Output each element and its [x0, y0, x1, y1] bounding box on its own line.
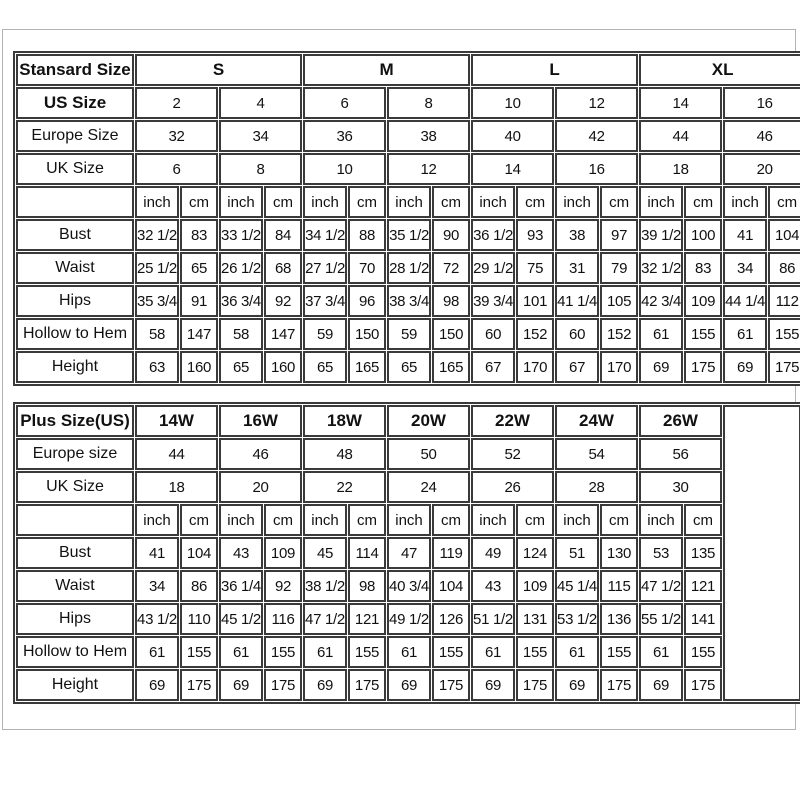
unit-header-row	[16, 504, 800, 536]
measurement-value-cell: 141	[684, 603, 722, 635]
size-value-cell: 20	[219, 471, 302, 503]
size-value-cell: 28	[555, 471, 638, 503]
size-value-cell: 36	[303, 120, 386, 152]
measurement-value-cell: 90	[432, 219, 470, 251]
measurement-value-cell: 68	[264, 252, 302, 284]
size-value-cell: 44	[639, 120, 722, 152]
cm-unit-cell: cm	[684, 504, 722, 536]
measurement-value-cell: 45	[303, 537, 347, 569]
row-label: Height	[16, 669, 134, 701]
measurement-value-cell: 67	[555, 351, 599, 383]
measurement-value-cell: 69	[387, 669, 431, 701]
measurement-value-cell: 104	[180, 537, 218, 569]
size-group-cell: M	[303, 54, 470, 86]
measurement-value-cell: 93	[516, 219, 554, 251]
measurement-row	[16, 219, 800, 251]
measurement-value-cell: 83	[180, 219, 218, 251]
measurement-value-cell: 69	[639, 351, 683, 383]
measurement-value-cell: 92	[264, 570, 302, 602]
measurement-value-cell: 43	[219, 537, 263, 569]
unit-row-blank-label	[16, 186, 134, 218]
measurement-value-cell: 116	[264, 603, 302, 635]
measurement-value-cell: 69	[555, 669, 599, 701]
inch-unit-cell: inch	[471, 186, 515, 218]
row-label: Waist	[16, 252, 134, 284]
unit-header-row	[16, 186, 800, 218]
measurement-value-cell: 61	[135, 636, 179, 668]
measurement-value-cell: 72	[432, 252, 470, 284]
conversion-row	[16, 438, 800, 470]
measurement-value-cell: 44 1/4	[723, 285, 767, 317]
measurement-row	[16, 537, 800, 569]
measurement-value-cell: 160	[264, 351, 302, 383]
size-value-cell: 38	[387, 120, 470, 152]
size-value-cell: 2	[135, 87, 218, 119]
measurement-value-cell: 70	[348, 252, 386, 284]
inch-unit-cell: inch	[387, 504, 431, 536]
measurement-value-cell: 83	[684, 252, 722, 284]
size-value-cell: 12	[555, 87, 638, 119]
measurement-value-cell: 175	[684, 669, 722, 701]
size-value-cell: 10	[471, 87, 554, 119]
measurement-value-cell: 126	[432, 603, 470, 635]
standard_table-body	[16, 54, 800, 383]
measurement-value-cell: 130	[600, 537, 638, 569]
measurement-value-cell: 59	[303, 318, 347, 350]
measurement-value-cell: 155	[516, 636, 554, 668]
row-label: UK Size	[16, 153, 134, 185]
measurement-value-cell: 121	[348, 603, 386, 635]
table-title-cell: Plus Size(US)	[16, 405, 134, 437]
unit-row-blank-label	[16, 504, 134, 536]
measurement-value-cell: 67	[471, 351, 515, 383]
measurement-value-cell: 34	[723, 252, 767, 284]
row-label: US Size	[16, 87, 134, 119]
measurement-value-cell: 119	[432, 537, 470, 569]
row-label: Hips	[16, 603, 134, 635]
measurement-value-cell: 39 3/4	[471, 285, 515, 317]
measurement-value-cell: 28 1/2	[387, 252, 431, 284]
table-title-cell: Stansard Size	[16, 54, 134, 86]
measurement-value-cell: 175	[768, 351, 800, 383]
measurement-value-cell: 91	[180, 285, 218, 317]
cm-unit-cell: cm	[600, 186, 638, 218]
measurement-value-cell: 79	[600, 252, 638, 284]
measurement-row	[16, 603, 800, 635]
measurement-value-cell: 41 1/4	[555, 285, 599, 317]
measurement-value-cell: 32 1/2	[639, 252, 683, 284]
measurement-value-cell: 98	[348, 570, 386, 602]
size-group-header-row	[16, 405, 800, 437]
measurement-value-cell: 41	[723, 219, 767, 251]
measurement-value-cell: 51	[555, 537, 599, 569]
conversion-row	[16, 153, 800, 185]
size-group-cell: 18W	[303, 405, 386, 437]
measurement-value-cell: 38 1/2	[303, 570, 347, 602]
size-value-cell: 26	[471, 471, 554, 503]
size-value-cell: 44	[135, 438, 218, 470]
size-value-cell: 18	[639, 153, 722, 185]
measurement-row	[16, 351, 800, 383]
measurement-value-cell: 47 1/2	[639, 570, 683, 602]
size-value-cell: 22	[303, 471, 386, 503]
cm-unit-cell: cm	[264, 504, 302, 536]
measurement-value-cell: 61	[555, 636, 599, 668]
size-value-cell: 8	[219, 153, 302, 185]
measurement-value-cell: 152	[516, 318, 554, 350]
measurement-value-cell: 60	[555, 318, 599, 350]
size-value-cell: 50	[387, 438, 470, 470]
inch-unit-cell: inch	[219, 504, 263, 536]
measurement-value-cell: 150	[348, 318, 386, 350]
measurement-value-cell: 88	[348, 219, 386, 251]
measurement-value-cell: 61	[303, 636, 347, 668]
measurement-value-cell: 37 3/4	[303, 285, 347, 317]
measurement-value-cell: 136	[600, 603, 638, 635]
plus-size-table	[13, 402, 800, 704]
size-value-cell: 8	[387, 87, 470, 119]
size-group-header-row	[16, 54, 800, 86]
measurement-row	[16, 570, 800, 602]
measurement-value-cell: 60	[471, 318, 515, 350]
size-value-cell: 14	[639, 87, 722, 119]
measurement-value-cell: 47 1/2	[303, 603, 347, 635]
size-value-cell: 4	[219, 87, 302, 119]
measurement-value-cell: 104	[432, 570, 470, 602]
empty-trailing-cell	[723, 405, 800, 701]
cm-unit-cell: cm	[348, 504, 386, 536]
measurement-value-cell: 33 1/2	[219, 219, 263, 251]
size-group-cell: 16W	[219, 405, 302, 437]
row-label: Europe size	[16, 438, 134, 470]
measurement-value-cell: 175	[180, 669, 218, 701]
measurement-value-cell: 65	[303, 351, 347, 383]
cm-unit-cell: cm	[180, 186, 218, 218]
measurement-value-cell: 26 1/2	[219, 252, 263, 284]
inch-unit-cell: inch	[303, 504, 347, 536]
measurement-row	[16, 252, 800, 284]
measurement-row	[16, 669, 800, 701]
measurement-value-cell: 114	[348, 537, 386, 569]
size-value-cell: 46	[723, 120, 800, 152]
inch-unit-cell: inch	[639, 186, 683, 218]
measurement-value-cell: 92	[264, 285, 302, 317]
row-label: Hips	[16, 285, 134, 317]
measurement-value-cell: 40 3/4	[387, 570, 431, 602]
size-group-cell: 24W	[555, 405, 638, 437]
measurement-value-cell: 61	[723, 318, 767, 350]
measurement-value-cell: 152	[600, 318, 638, 350]
measurement-value-cell: 115	[600, 570, 638, 602]
measurement-value-cell: 43	[471, 570, 515, 602]
measurement-value-cell: 58	[219, 318, 263, 350]
cm-unit-cell: cm	[684, 186, 722, 218]
measurement-value-cell: 41	[135, 537, 179, 569]
measurement-row	[16, 636, 800, 668]
measurement-value-cell: 98	[432, 285, 470, 317]
measurement-value-cell: 155	[180, 636, 218, 668]
measurement-value-cell: 75	[516, 252, 554, 284]
cm-unit-cell: cm	[768, 186, 800, 218]
measurement-value-cell: 38 3/4	[387, 285, 431, 317]
size-group-cell: 26W	[639, 405, 722, 437]
size-value-cell: 14	[471, 153, 554, 185]
measurement-value-cell: 104	[768, 219, 800, 251]
measurement-value-cell: 43 1/2	[135, 603, 179, 635]
size-value-cell: 12	[387, 153, 470, 185]
size-group-cell: 14W	[135, 405, 218, 437]
measurement-value-cell: 147	[264, 318, 302, 350]
conversion-row	[16, 87, 800, 119]
measurement-value-cell: 175	[684, 351, 722, 383]
conversion-row	[16, 471, 800, 503]
cm-unit-cell: cm	[516, 504, 554, 536]
measurement-value-cell: 51 1/2	[471, 603, 515, 635]
measurement-value-cell: 39 1/2	[639, 219, 683, 251]
measurement-value-cell: 175	[432, 669, 470, 701]
inch-unit-cell: inch	[387, 186, 431, 218]
cm-unit-cell: cm	[516, 186, 554, 218]
row-label: Hollow to Hem	[16, 636, 134, 668]
measurement-value-cell: 53	[639, 537, 683, 569]
measurement-value-cell: 35 1/2	[387, 219, 431, 251]
size-value-cell: 18	[135, 471, 218, 503]
size-value-cell: 34	[219, 120, 302, 152]
measurement-value-cell: 45 1/2	[219, 603, 263, 635]
row-label: Europe Size	[16, 120, 134, 152]
size-value-cell: 16	[723, 87, 800, 119]
size-value-cell: 48	[303, 438, 386, 470]
measurement-value-cell: 45 1/4	[555, 570, 599, 602]
standard-size-table	[13, 51, 800, 386]
measurement-value-cell: 36 1/2	[471, 219, 515, 251]
measurement-value-cell: 69	[135, 669, 179, 701]
size-value-cell: 30	[639, 471, 722, 503]
inch-unit-cell: inch	[135, 186, 179, 218]
measurement-value-cell: 170	[516, 351, 554, 383]
measurement-value-cell: 101	[516, 285, 554, 317]
row-label: Bust	[16, 219, 134, 251]
measurement-row	[16, 285, 800, 317]
measurement-value-cell: 121	[684, 570, 722, 602]
measurement-value-cell: 84	[264, 219, 302, 251]
measurement-value-cell: 86	[180, 570, 218, 602]
measurement-value-cell: 61	[219, 636, 263, 668]
measurement-value-cell: 53 1/2	[555, 603, 599, 635]
size-value-cell: 32	[135, 120, 218, 152]
measurement-value-cell: 69	[219, 669, 263, 701]
measurement-value-cell: 55 1/2	[639, 603, 683, 635]
measurement-value-cell: 61	[471, 636, 515, 668]
measurement-value-cell: 110	[180, 603, 218, 635]
size-value-cell: 10	[303, 153, 386, 185]
measurement-value-cell: 155	[348, 636, 386, 668]
row-label: Bust	[16, 537, 134, 569]
measurement-value-cell: 63	[135, 351, 179, 383]
measurement-value-cell: 155	[684, 636, 722, 668]
cm-unit-cell: cm	[600, 504, 638, 536]
measurement-value-cell: 165	[432, 351, 470, 383]
measurement-value-cell: 97	[600, 219, 638, 251]
row-label: Waist	[16, 570, 134, 602]
inch-unit-cell: inch	[303, 186, 347, 218]
row-label: Height	[16, 351, 134, 383]
measurement-value-cell: 105	[600, 285, 638, 317]
inch-unit-cell: inch	[555, 504, 599, 536]
measurement-value-cell: 34	[135, 570, 179, 602]
size-value-cell: 56	[639, 438, 722, 470]
size-group-cell: L	[471, 54, 638, 86]
measurement-value-cell: 25 1/2	[135, 252, 179, 284]
measurement-value-cell: 69	[303, 669, 347, 701]
measurement-value-cell: 42 3/4	[639, 285, 683, 317]
measurement-value-cell: 49	[471, 537, 515, 569]
cm-unit-cell: cm	[348, 186, 386, 218]
size-value-cell: 16	[555, 153, 638, 185]
measurement-value-cell: 27 1/2	[303, 252, 347, 284]
measurement-value-cell: 165	[348, 351, 386, 383]
measurement-value-cell: 109	[516, 570, 554, 602]
measurement-value-cell: 155	[768, 318, 800, 350]
inch-unit-cell: inch	[219, 186, 263, 218]
cm-unit-cell: cm	[432, 186, 470, 218]
measurement-value-cell: 175	[516, 669, 554, 701]
measurement-value-cell: 155	[432, 636, 470, 668]
measurement-value-cell: 175	[600, 669, 638, 701]
measurement-value-cell: 49 1/2	[387, 603, 431, 635]
size-group-cell: 22W	[471, 405, 554, 437]
measurement-value-cell: 69	[639, 669, 683, 701]
measurement-value-cell: 131	[516, 603, 554, 635]
measurement-value-cell: 61	[387, 636, 431, 668]
size-value-cell: 6	[303, 87, 386, 119]
measurement-value-cell: 160	[180, 351, 218, 383]
measurement-value-cell: 96	[348, 285, 386, 317]
measurement-value-cell: 170	[600, 351, 638, 383]
measurement-value-cell: 175	[264, 669, 302, 701]
inch-unit-cell: inch	[471, 504, 515, 536]
measurement-row	[16, 318, 800, 350]
cm-unit-cell: cm	[432, 504, 470, 536]
size-group-cell: 20W	[387, 405, 470, 437]
size-value-cell: 24	[387, 471, 470, 503]
measurement-value-cell: 124	[516, 537, 554, 569]
measurement-value-cell: 58	[135, 318, 179, 350]
measurement-value-cell: 175	[348, 669, 386, 701]
size-group-cell: S	[135, 54, 302, 86]
conversion-row	[16, 120, 800, 152]
measurement-value-cell: 150	[432, 318, 470, 350]
measurement-value-cell: 32 1/2	[135, 219, 179, 251]
measurement-value-cell: 38	[555, 219, 599, 251]
size-value-cell: 20	[723, 153, 800, 185]
measurement-value-cell: 65	[219, 351, 263, 383]
measurement-value-cell: 112	[768, 285, 800, 317]
measurement-value-cell: 69	[471, 669, 515, 701]
plus_table-body	[16, 405, 800, 701]
measurement-value-cell: 65	[180, 252, 218, 284]
measurement-value-cell: 109	[264, 537, 302, 569]
measurement-value-cell: 61	[639, 318, 683, 350]
measurement-value-cell: 135	[684, 537, 722, 569]
size-group-cell: XL	[639, 54, 800, 86]
inch-unit-cell: inch	[555, 186, 599, 218]
row-label: Hollow to Hem	[16, 318, 134, 350]
size-value-cell: 40	[471, 120, 554, 152]
measurement-value-cell: 155	[264, 636, 302, 668]
measurement-value-cell: 59	[387, 318, 431, 350]
cm-unit-cell: cm	[264, 186, 302, 218]
size-value-cell: 54	[555, 438, 638, 470]
size-value-cell: 6	[135, 153, 218, 185]
size-value-cell: 42	[555, 120, 638, 152]
row-label: UK Size	[16, 471, 134, 503]
size-value-cell: 46	[219, 438, 302, 470]
measurement-value-cell: 35 3/4	[135, 285, 179, 317]
measurement-value-cell: 147	[180, 318, 218, 350]
cm-unit-cell: cm	[180, 504, 218, 536]
measurement-value-cell: 31	[555, 252, 599, 284]
inch-unit-cell: inch	[639, 504, 683, 536]
measurement-value-cell: 47	[387, 537, 431, 569]
measurement-value-cell: 69	[723, 351, 767, 383]
measurement-value-cell: 86	[768, 252, 800, 284]
measurement-value-cell: 109	[684, 285, 722, 317]
measurement-value-cell: 155	[600, 636, 638, 668]
measurement-value-cell: 36 1/4	[219, 570, 263, 602]
inch-unit-cell: inch	[723, 186, 767, 218]
inch-unit-cell: inch	[135, 504, 179, 536]
measurement-value-cell: 65	[387, 351, 431, 383]
measurement-value-cell: 155	[684, 318, 722, 350]
measurement-value-cell: 36 3/4	[219, 285, 263, 317]
measurement-value-cell: 34 1/2	[303, 219, 347, 251]
measurement-value-cell: 29 1/2	[471, 252, 515, 284]
measurement-value-cell: 61	[639, 636, 683, 668]
size-value-cell: 52	[471, 438, 554, 470]
measurement-value-cell: 100	[684, 219, 722, 251]
